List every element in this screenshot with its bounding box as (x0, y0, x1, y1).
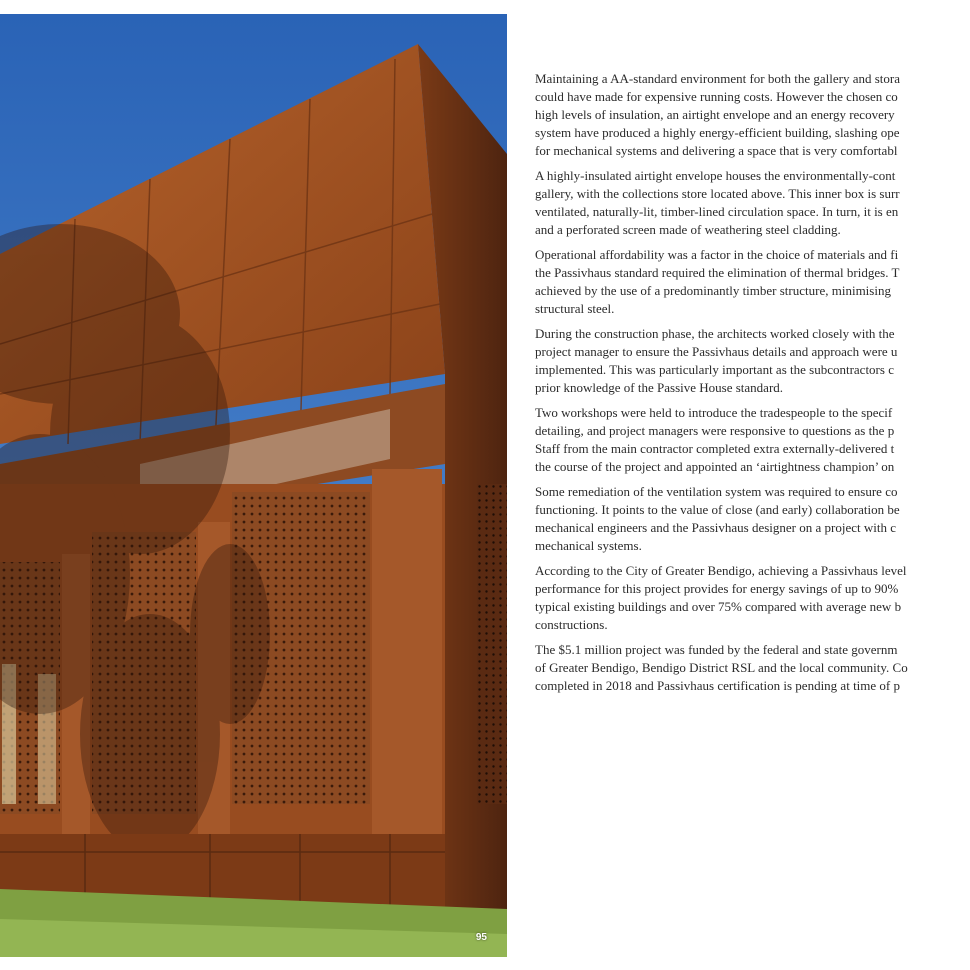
text-line: detailing, and project managers were responsive to questions as the p (535, 423, 895, 438)
text-line: and a perforated screen made of weathering steel cladding. (535, 222, 841, 237)
paragraph (535, 562, 970, 634)
text-line: prior knowledge of the Passive House standard. (535, 380, 784, 395)
paragraph (535, 483, 970, 555)
text-line: for mechanical systems and delivering a space that is very comfortabl (535, 143, 898, 158)
text-line: gallery, with the collections store located above. This inner box is surr (535, 186, 900, 201)
text-line: Staff from the main contractor completed extra externally-delivered t (535, 441, 895, 456)
text-line: According to the City of Greater Bendigo, achieving a Passivhaus level (535, 563, 907, 578)
text-line: achieved by the use of a predominantly timber structure, minimising (535, 283, 891, 298)
text-line: Operational affordability was a factor in the choice of materials and fi (535, 247, 899, 262)
corten-steel-building-illustration (0, 14, 507, 957)
text-line: Some remediation of the ventilation system was required to ensure co (535, 484, 898, 499)
paragraph (535, 167, 970, 239)
text-line: system have produced a highly energy-efficient building, slashing ope (535, 125, 900, 140)
text-line: mechanical engineers and the Passivhaus designer on a project with c (535, 520, 896, 535)
text-line: mechanical systems. (535, 538, 642, 553)
text-line: Maintaining a AA-standard environment for both the gallery and stora (535, 71, 900, 86)
text-line: structural steel. (535, 301, 615, 316)
text-line: the course of the project and appointed an ‘airtightness champion’ on (535, 459, 895, 474)
text-line: the Passivhaus standard required the elimination of thermal bridges. T (535, 265, 900, 280)
paragraph (535, 641, 970, 695)
text-line: Two workshops were held to introduce the tradespeople to the specif (535, 405, 893, 420)
text-line: typical existing buildings and over 75% compared with average new b (535, 599, 902, 614)
text-line: performance for this project provides for energy savings of up to 90% (535, 581, 899, 596)
text-line: completed in 2018 and Passivhaus certification is pending at time of p (535, 678, 901, 693)
page-number: 95 (475, 932, 487, 943)
paragraph (535, 404, 970, 476)
text-line: constructions. (535, 617, 608, 632)
paragraph (535, 70, 970, 160)
perforated-screen-side (477, 484, 507, 804)
text-line: implemented. This was particularly important as the subcontractors c (535, 362, 894, 377)
building-photo (0, 14, 507, 957)
text-line: ventilated, naturally-lit, timber-lined circulation space. In turn, it is en (535, 204, 899, 219)
text-line: A highly-insulated airtight envelope houses the environmentally-cont (535, 168, 896, 183)
text-line: The $5.1 million project was funded by the federal and state governm (535, 642, 898, 657)
text-line: of Greater Bendigo, Bendigo District RSL and the local community. Co (535, 660, 908, 675)
article-text (535, 70, 970, 790)
text-line: high levels of insulation, an airtight envelope and an energy recovery (535, 107, 895, 122)
text-line: could have made for expensive running costs. However the chosen co (535, 89, 898, 104)
paragraph (535, 246, 970, 318)
text-line: functioning. It points to the value of close (and early) collaboration be (535, 502, 900, 517)
text-line: project manager to ensure the Passivhaus details and approach were u (535, 344, 898, 359)
text-line: During the construction phase, the architects worked closely with the (535, 326, 895, 341)
paragraph (535, 325, 970, 397)
